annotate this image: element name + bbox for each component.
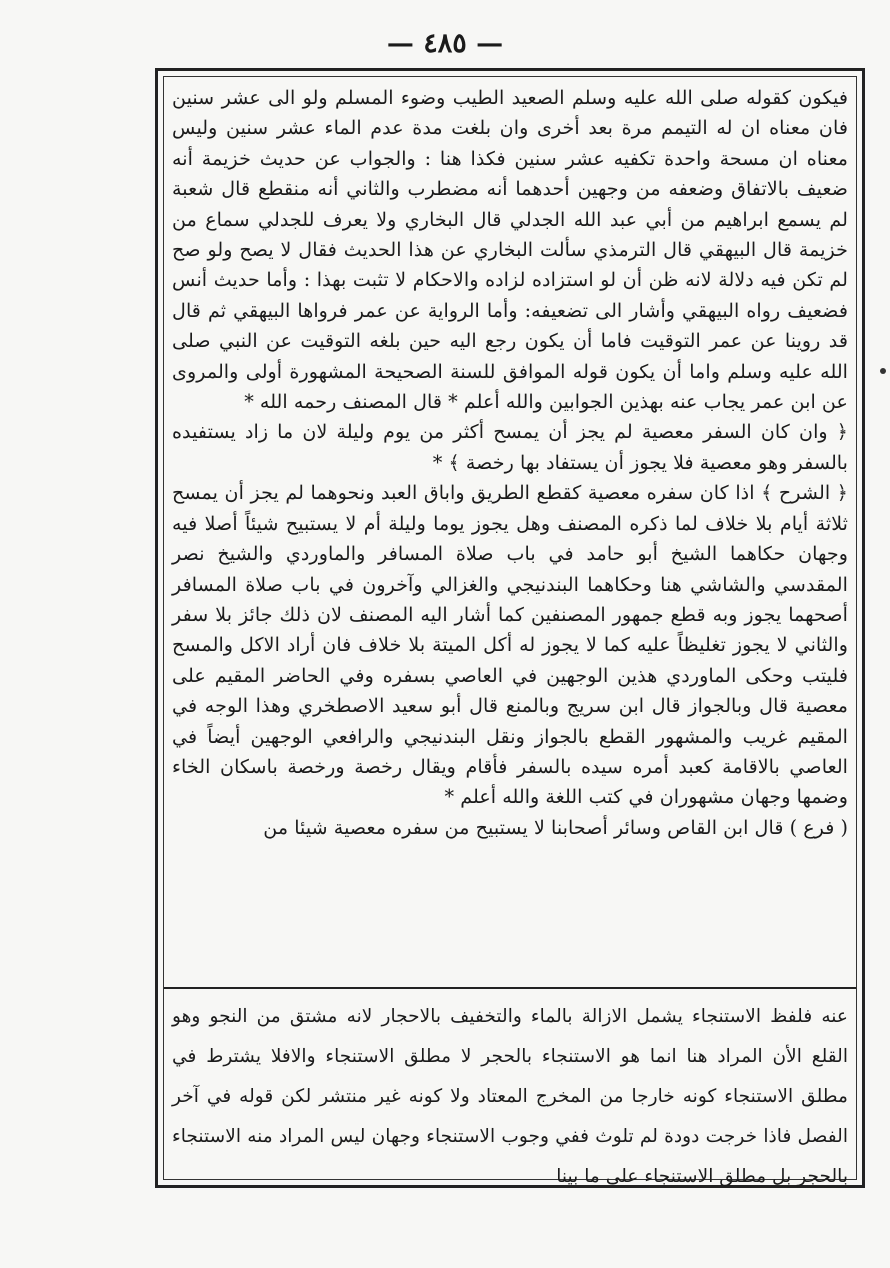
- margin-mark: [880, 368, 886, 374]
- footnote-separator: [164, 987, 856, 989]
- text-frame: [155, 68, 865, 1188]
- footnote-text: عنه فلفظ الاستنجاء يشمل الازالة بالماء والتخفيف بالاحجار لانه مشتق من النجو وهو القلع الأن المراد هنا انما هو الاستنجاء بالحجر لا مطلق الاستنجاء والافلا يشترط في مطلق الاستنجاء كونه خارجا من المخرج المعتاد ولا كونه غير منتشر لكن قوله في آخر الفصل فاذا خرجت دودة لم تلوث ففي وجوب الاستنجاء وجهان ليس المراد منه الاستنجاء بالحجر بل مطلق الاستنجاء على ما بينا: [172, 1006, 848, 1187]
- main-text: [172, 83, 848, 843]
- paragraph-branch: ( فرع ) قال ابن القاص وسائر أصحابنا لا يستبيح من سفره معصية شيئا من: [263, 815, 848, 839]
- footnote: [172, 997, 848, 1197]
- paragraph-commentary: ﴿ الشرح ﴾ اذا كان سفره معصية كقطع الطريق واباق العبد ونحوهما لم يجز أن يمسح ثلاثة أيام بلا خلاف لما ذكره المصنف وهل يجوز يوما وليلة أم لا يستبيح شيئاً أصلا فيه وجهان حكاهما الشيخ أبو حامد في باب صلاة المسافر والماوردي والشيخ نصر المقدسي والشاشي هنا وحكاهما البندنيجي والغزالي وآخرون في باب صلاة المسافر أصحهما يجوز وبه قطع جمهور المصنفين كما أشار اليه المصنف لان ذلك جائز بلا سفر والثاني لا يجوز تغليظاً عليه كما لا يجوز له أكل الميتة بلا خلاف فان أراد الاكل والمسح فليتب وحكى الماوردي هذين الوجهين في العاصي بسفره وفي الحاضر المقيم على معصية قال وبالجواز قال ابن سريج وبالمنع قال أبو سعيد الاصطخري وهذا الوجه في المقيم غريب والمشهور القطع بالجواز ونقل البندنيجي والرافعي الوجهين أيضاً في العاصي بالاقامة كعبد أمره سيده بالسفر فأقام ويقال رخصة ورخصة باسكان الخاء وضمها وجهان مشهوران في كتب اللغة والله أعلم *: [172, 481, 848, 809]
- paragraph-hadith-discussion: فيكون كقوله صلى الله عليه وسلم الصعيد الطيب وضوء المسلم ولو الى عشر سنين فان معناه ان له التيمم مرة بعد أخرى وان بلغت مدة عدم الماء عشر سنين وليس معناه ان مسحة واحدة تكفيه عشر سنين فكذا هنا : والجواب عن حديث خزيمة أنه ضعيف بالاتفاق وضعفه من وجهين أحدهما أنه مضطرب والثاني أنه منقطع قال شعبة لم يسمع ابراهيم من أبي عبد الله الجدلي قال البخاري ولا يعرف للجدلي سماع من خزيمة قال البيهقي قال الترمذي سألت البخاري عن هذا الحديث فقال لا يصح ولو صح لم تكن فيه دلالة لانه ظن أن لو استزاده لزاده والاحكام لا تثبت بهذا : وأما حديث أنس فضعيف رواه البيهقي وأشار الى تضعيفه: وأما الرواية عن عمر فرواها البيهقي ثم قال قد روينا عن عمر التوقيت فاما أن يكون رجع اليه حين بلغه التوقيت عن النبي صلى الله عليه وسلم واما أن يكون قوله الموافق للسنة الصحيحة المشهورة أولى والمروى عن ابن عمر يجاب عنه بهذين الجوابين والله أعلم * قال المصنف رحمه الله *: [172, 86, 848, 414]
- page-number: — ٤٨٥ —: [386, 28, 504, 59]
- paragraph-author-text: ﴿ وان كان السفر معصية لم يجز أن يمسح أكثر من يوم وليلة لان ما زاد يستفيده بالسفر وهو معصية فلا يجوز أن يستفاد بها رخصة ﴾ *: [172, 420, 848, 474]
